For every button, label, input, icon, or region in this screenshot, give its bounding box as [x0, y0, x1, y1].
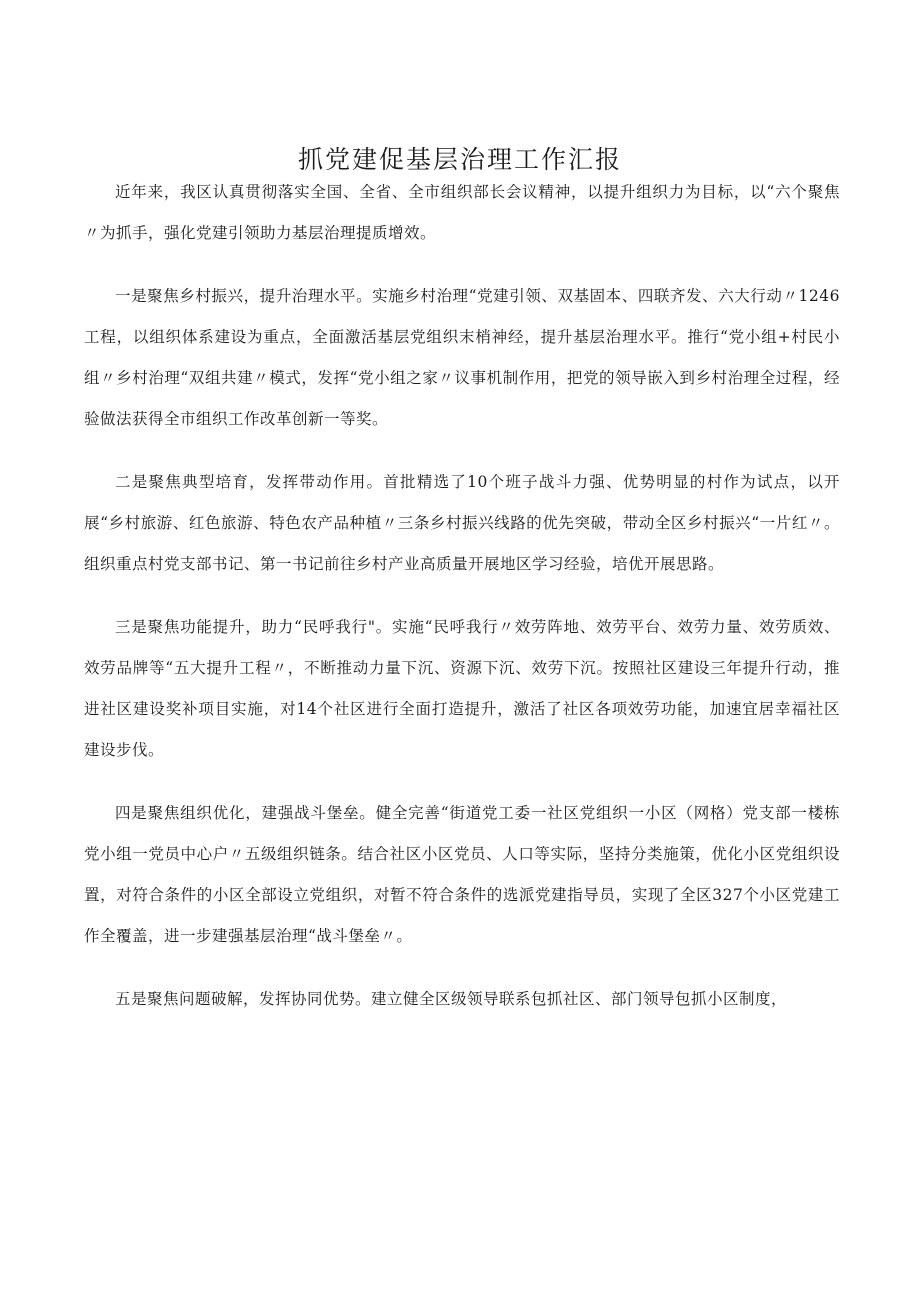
section-model-cultivation: 二是聚焦典型培育，发挥带动作用。首批精选了10个班子战斗力强、优势明显的村作为试点，以开展“乡村旅游、红色旅游、特色农产品种植〃三条乡村振兴线路的优先突破，带动全区乡村振兴“一片红〃。组织重点村党支部书记、第一书记前往乡村产业高质量开展地区学习经验，培优开展思路。	[84, 473, 840, 573]
section-rural-revitalization: 一是聚焦乡村振兴，提升治理水平。实施乡村治理“党建引领、双基固本、四联齐发、六大行动〃1246工程，以组织体系建设为重点，全面激活基层党组织末梢神经，提升基层治理水平。推行“党小组+村民小组〃乡村治理“双组共建〃模式，发挥“党小组之家〃议事机制作用，把党的领导嵌入到乡村治理全过程，经验做法获得全市组织工作改革创新一等奖。	[84, 287, 840, 428]
document-title: 抓党建促基层治理工作汇报	[297, 145, 622, 174]
section-organization-optimization: 四是聚焦组织优化，建强战斗堡垒。健全完善“街道党工委一社区党组织一小区（网格）党支部一楼栋党小组一党员中心户〃五级组织链条。结合社区小区党员、人口等实际，坚持分类施策，优化小区党组织设置，对符合条件的小区全部设立党组织，对暂不符合条件的选派党建指导员，实现了全区327个小区党建工作全覆盖，进一步建强基层治理“战斗堡垒〃。	[84, 804, 840, 945]
section-function-upgrade: 三是聚焦功能提升，助力“民呼我行"。实施“民呼我行〃效劳阵地、效劳平台、效劳力量、效劳质效、效劳品牌等“五大提升工程〃，不断推动力量下沉、资源下沉、效劳下沉。按照社区建设三年提升行动，推进社区建设奖补项目实施，对14个社区进行全面打造提升，激活了社区各项效劳功能，加速宜居幸福社区建设步伐。	[84, 618, 840, 759]
intro-paragraph: 近年来，我区认真贯彻落实全国、全省、全市组织部长会议精神，以提升组织力为目标，以“六个聚焦〃为抓手，强化党建引领助力基层治理提质增效。	[84, 183, 840, 242]
section-problem-solving: 五是聚焦问题破解，发挥协同优势。建立健全区级领导联系包抓社区、部门领导包抓小区制度，	[115, 990, 788, 1008]
document-body	[84, 172, 840, 1042]
